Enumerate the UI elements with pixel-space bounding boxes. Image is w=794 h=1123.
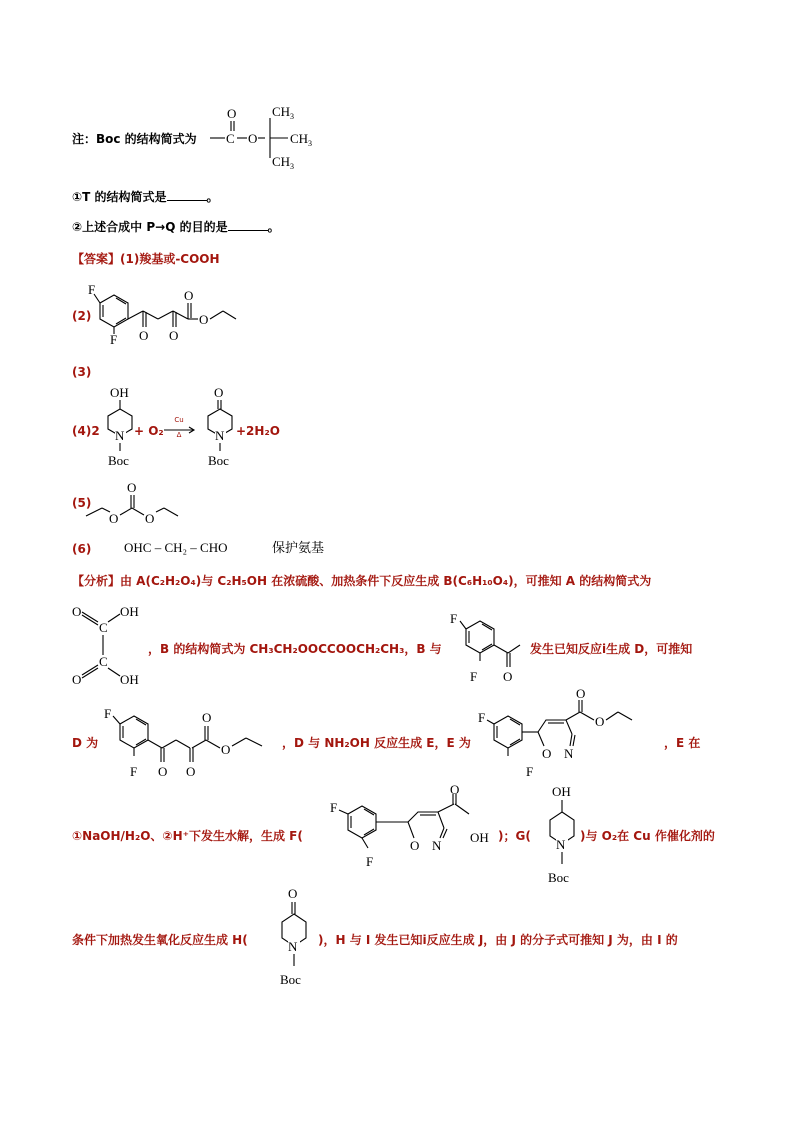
svg-text:O: O: [72, 672, 82, 687]
svg-text:Boc: Boc: [548, 870, 569, 885]
question-2: ②上述合成中 P→Q 的目的是 。: [72, 220, 280, 234]
answer-item-4-plus: + O₂: [134, 424, 164, 438]
svg-text:O: O: [288, 886, 298, 901]
svg-text:F: F: [450, 611, 458, 626]
svg-text:Boc: Boc: [108, 453, 129, 468]
svg-text:F: F: [366, 854, 374, 869]
svg-text:OH: OH: [120, 672, 139, 687]
svg-text:F: F: [478, 710, 486, 725]
answer-item-5: (5): [72, 496, 92, 510]
answer-item-3: (3): [72, 365, 92, 379]
analysis-line-2a: ，B 的结构简式为 CH₃CH₂OOCCOOCH₂CH₃，B 与: [148, 642, 442, 656]
svg-text:CH: CH: [290, 131, 309, 146]
svg-text:OH: OH: [120, 604, 139, 619]
analysis-line-3b: ，D 与 NH₂OH 反应生成 E，E 为: [282, 736, 471, 750]
svg-text:3: 3: [290, 162, 294, 171]
boc-structure: [210, 104, 330, 171]
svg-text:O: O: [127, 480, 137, 495]
answer-header: 【答案】(1)羧基或-COOH: [72, 252, 220, 266]
svg-text:F: F: [88, 282, 96, 297]
svg-text:F: F: [130, 764, 138, 779]
svg-text:O: O: [202, 710, 212, 725]
svg-text:N: N: [115, 428, 125, 443]
svg-text:O: O: [139, 328, 149, 343]
svg-text:O: O: [576, 686, 586, 701]
svg-text:3: 3: [308, 139, 312, 148]
answer-item-4-suffix: +2H₂O: [236, 424, 280, 438]
analysis-line-2b: 发生已知反应ⅰ生成 D，可推知: [530, 642, 693, 656]
svg-text:OH: OH: [552, 784, 571, 799]
svg-text:OH: OH: [470, 830, 489, 845]
svg-text:Boc: Boc: [280, 972, 301, 987]
svg-text:O: O: [158, 764, 168, 779]
dimethyl-carbonate-structure: [86, 478, 186, 528]
svg-text:N: N: [432, 838, 442, 853]
answer-item-6: (6): [72, 542, 92, 556]
analysis-line-5b: )，H 与 I 发生已知ⅰ反应生成 J，由 J 的分子式可推知 J 为，由 I 的: [318, 933, 678, 947]
svg-text:O: O: [169, 328, 179, 343]
svg-text:O: O: [186, 764, 196, 779]
svg-text:C: C: [99, 620, 108, 635]
svg-text:O: O: [410, 838, 420, 853]
svg-text:O: O: [221, 742, 231, 757]
svg-text:O: O: [184, 288, 194, 303]
compound-e-structure: [472, 686, 672, 784]
compound-d-structure: [98, 702, 278, 784]
svg-text:O: O: [450, 782, 460, 797]
compound-h-structure: [272, 884, 322, 994]
answer-2-structure: [88, 282, 248, 346]
analysis-line-5a: 条件下加热发生氧化反应生成 H(: [72, 933, 248, 947]
boc-note-label: 注：Boc 的结构简式为: [72, 132, 197, 146]
analysis-line-1: 【分析】由 A(C₂H₂O₄)与 C₂H₅OH 在浓硫酸、加热条件下反应生成 B(C₆H₁₀O₄)，可推知 A 的结构简式为: [72, 574, 652, 588]
svg-text:O: O: [145, 511, 155, 526]
malonaldehyde-formula: OHC – CH₂ – CHO: [124, 540, 228, 555]
svg-text:CH: CH: [272, 104, 291, 119]
svg-text:N: N: [556, 837, 566, 852]
oxalic-acid-structure: [72, 600, 152, 690]
reaction-condition-cu: Cu: [174, 416, 184, 424]
svg-text:OH: OH: [110, 385, 129, 400]
svg-text:O: O: [227, 106, 237, 121]
difluoroacetophenone-structure: [450, 605, 530, 687]
svg-text:O: O: [214, 385, 224, 400]
svg-text:C: C: [99, 654, 108, 669]
answer-item-4-prefix: (4)2: [72, 424, 100, 438]
svg-text:N: N: [288, 939, 298, 954]
answer-blank: [167, 190, 207, 201]
svg-text:N: N: [564, 746, 574, 761]
answer-6-text: 保护氨基: [272, 541, 325, 556]
answer-blank: [228, 220, 268, 231]
svg-text:O: O: [542, 746, 552, 761]
svg-text:N: N: [215, 428, 225, 443]
svg-text:O: O: [72, 604, 82, 619]
svg-text:O: O: [199, 312, 209, 327]
piperidinone-structure: [200, 385, 240, 475]
svg-text:O: O: [503, 669, 513, 684]
compound-f-structure: [324, 782, 504, 880]
analysis-line-3c: ，E 在: [664, 736, 701, 750]
analysis-line-4b: )；G(: [498, 829, 531, 843]
svg-text:F: F: [104, 706, 112, 721]
question-1: ①T 的结构简式是 。: [72, 190, 219, 204]
analysis-line-3a: D 为: [72, 736, 99, 750]
answer-item-2: (2): [72, 309, 92, 323]
reaction-condition-heat: Δ: [176, 431, 182, 439]
svg-text:C: C: [226, 131, 235, 146]
svg-text:CH: CH: [272, 154, 291, 169]
svg-text:F: F: [330, 800, 338, 815]
svg-text:F: F: [110, 332, 118, 347]
svg-text:Boc: Boc: [208, 453, 229, 468]
svg-text:O: O: [109, 511, 119, 526]
svg-text:3: 3: [290, 112, 294, 121]
svg-text:O: O: [248, 131, 258, 146]
svg-text:F: F: [470, 669, 478, 684]
analysis-line-4c: )与 O₂在 Cu 作催化剂的: [580, 829, 715, 843]
svg-text:F: F: [526, 764, 534, 779]
svg-text:O: O: [595, 714, 605, 729]
analysis-line-4a: ①NaOH/H₂O、②H⁺下发生水解，生成 F(: [72, 829, 303, 843]
